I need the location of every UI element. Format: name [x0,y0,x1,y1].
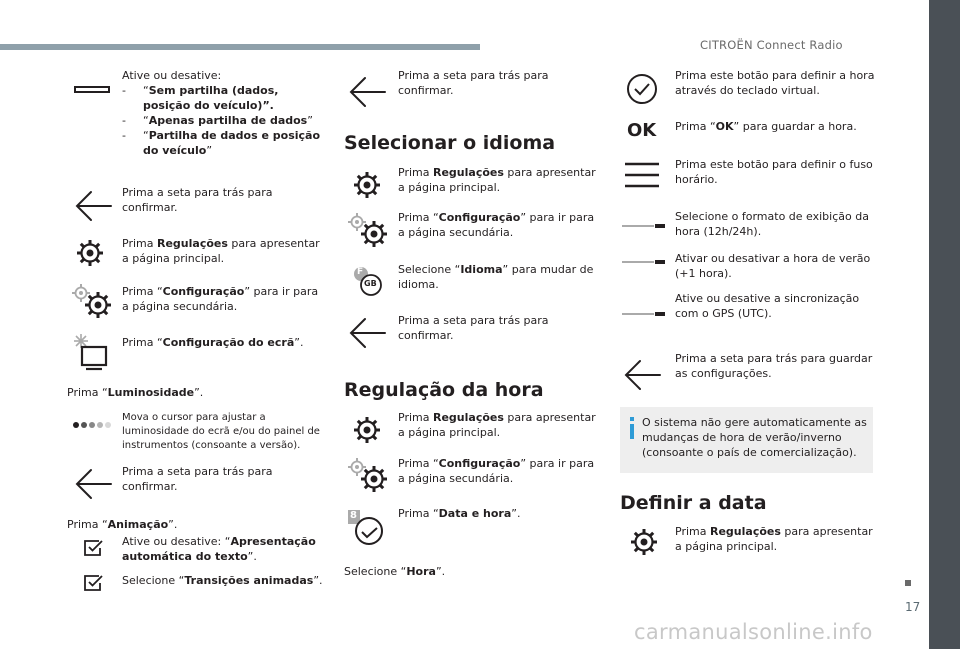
info-box [620,407,873,473]
back-confirm-text: Prima a seta para trás para confirmar. [122,186,273,214]
toggle-switch-icon [622,311,666,317]
check-button-text: Prima este botão para definir a hora através do teclado virtual. [675,69,875,97]
toggle-switch-icon [622,223,666,229]
gps-sync-text: Ative ou desative a sincronização com o GPS (UTC). [675,292,860,320]
double-gear-icon [348,212,388,248]
gear-icon [353,171,381,199]
flag-gb-label: GB [364,279,377,288]
time-format-text: Selecione o formato de exibição da hora (12h/24h). [675,210,869,238]
list-item: - “Apenas partilha de dados” [122,114,313,127]
screen-config-text: Prima “Configuração do ecrã”. [122,336,304,349]
back-arrow-icon [347,76,387,108]
section-heading-language: Selecionar o idioma [344,132,556,154]
page-side-band [929,0,960,649]
activate-title: Ative ou desative: [122,69,222,82]
auto-text-option: Ative ou desative: “Apresentação automática do texto”. [122,535,316,563]
clock-icon-number: 8 [350,510,357,521]
ok-icon: OK [627,120,657,141]
list-item: - “Sem partilha (dados, posição do veículo)”. [122,84,279,112]
cursor-text: Mova o cursor para ajustar a luminosidade do ecrã e/ou do painel de instrumentos (consoante a versão). [122,412,320,451]
settings-text: Prima Regulações para apresentar a página principal. [122,237,320,265]
check-circle-icon [626,73,658,105]
gear-icon [353,416,381,444]
gear-icon [76,239,104,267]
info-icon [628,417,636,443]
animated-transitions-option: Selecione “Transições animadas”. [122,574,323,587]
brightness-text: Prima “Luminosidade”. [67,386,204,399]
ok-text: Prima “OK” para guardar a hora. [675,120,857,133]
back-confirm-text: Prima a seta para trás para confirmar. [398,69,549,97]
toggle-switch-icon [622,259,666,265]
clock-icon [348,510,384,546]
hour-text: Selecione “Hora”. [344,565,446,578]
watermark: carmanualsonline.info [634,620,873,644]
double-gear-icon [72,283,112,319]
brightness-slider-icon [72,420,112,430]
info-text: O sistema não gere automaticamente as mudanças de hora de verão/inverno (consoante o país de comercialização). [642,416,867,459]
back-confirm-text: Prima a seta para trás para confirmar. [398,314,549,342]
settings-text: Prima Regulações para apresentar a página principal. [675,525,873,553]
section-heading-date: Definir a data [620,492,767,514]
double-gear-icon [348,457,388,493]
config-text: Prima “Configuração” para ir para a página secundária. [122,285,319,313]
gear-icon [630,528,658,556]
back-arrow-icon [622,359,662,391]
back-arrow-icon [73,190,113,222]
screen-brightness-icon [72,333,112,371]
date-time-text: Prima “Data e hora”. [398,507,521,520]
back-save-text: Prima a seta para trás para guardar as configurações. [675,352,873,380]
list-item: - “Partilha de dados e posição do veículo” [122,129,321,157]
daylight-saving-text: Ativar ou desativar a hora de verão (+1 hora). [675,252,871,280]
language-text: Selecione “Idioma” para mudar de idioma. [398,263,594,291]
config-text: Prima “Configuração” para ir para a página secundária. [398,211,595,239]
language-flags-icon [352,266,384,296]
timezone-text: Prima este botão para definir o fuso horário. [675,158,873,186]
back-arrow-icon [73,468,113,500]
flag-f-label: F [357,267,364,277]
settings-text: Prima Regulações para apresentar a página principal. [398,411,596,439]
header-rule [0,44,480,50]
list-menu-icon [624,162,660,188]
page-number: 17 [905,600,921,614]
checkbox-icon [84,574,104,592]
section-heading-time: Regulação da hora [344,379,544,401]
toggle-switch-icon [74,86,110,94]
brand-label: CITROËN Connect Radio [700,38,843,52]
back-arrow-icon [347,317,387,349]
page-marker [905,580,911,586]
config-text: Prima “Configuração” para ir para a página secundária. [398,457,595,485]
animation-text: Prima “Animação”. [67,518,178,531]
checkbox-icon [84,539,104,557]
back-confirm-text: Prima a seta para trás para confirmar. [122,465,273,493]
activate-block [122,68,322,158]
settings-text: Prima Regulações para apresentar a página principal. [398,166,596,194]
